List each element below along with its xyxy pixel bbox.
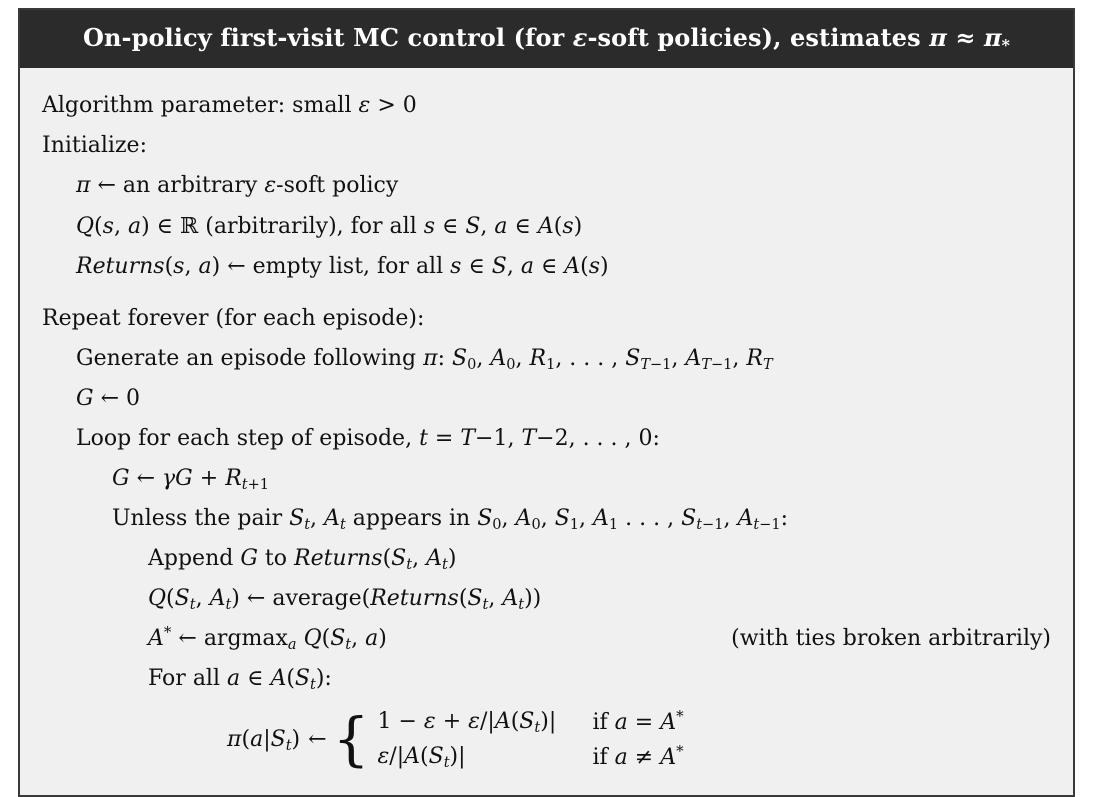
s-symbol: S <box>467 585 483 611</box>
g-symbol: G <box>175 465 193 491</box>
a-symbol: a <box>520 253 534 279</box>
soft-policy-text: -soft policy <box>276 173 399 199</box>
star-symbol: * <box>676 706 684 725</box>
bar-symbol: | <box>263 726 271 752</box>
s-symbol: s <box>562 213 574 239</box>
epsilon-symbol: ε <box>264 173 277 199</box>
a-symbol: A <box>660 709 677 735</box>
a-symbol: a <box>250 726 264 752</box>
s-symbol: S <box>289 505 305 531</box>
cases-brace: { <box>332 704 370 773</box>
epsilon-symbol: ε <box>423 708 436 734</box>
epsilon-symbol: ε <box>358 93 371 119</box>
q-symbol: Q <box>148 585 167 611</box>
param-relation: > 0 <box>377 93 417 119</box>
line-initialize <box>42 126 1051 166</box>
a-symbol: a <box>494 213 508 239</box>
assign-arrow: ← <box>227 253 246 279</box>
in-symbol: ∈ <box>468 253 485 279</box>
line-q-average: $Q(S_t$, $A_t$) ← $average(Returns(S_t$, $A_t$)) <box>148 585 542 613</box>
a-symbol: A <box>209 585 226 611</box>
line-policy-update <box>42 705 1051 775</box>
bar-symbol: | <box>548 708 557 734</box>
s-symbol: s <box>450 253 462 279</box>
argmax-label: argmax <box>203 625 288 651</box>
t-symbol: t <box>419 425 428 451</box>
r-symbol: R <box>746 345 763 371</box>
line-greedy-action: A* ← argmax$_a$ $Q(S_t$, a) (with ties broken arbitrarily) <box>42 619 1051 659</box>
assign-arrow: ← <box>97 173 116 199</box>
T-symbol: T <box>521 425 537 451</box>
case-nongreedy <box>377 740 683 775</box>
s-symbol: S <box>330 625 346 651</box>
action-set-symbol: A <box>537 213 554 239</box>
q-symbol: Q <box>303 625 322 651</box>
case-nongreedy-condition <box>592 740 683 775</box>
pi-symbol: π <box>76 173 91 199</box>
s-symbol: s <box>423 213 436 239</box>
in-symbol: ∈ <box>514 213 531 239</box>
q-symbol: Q <box>76 213 95 239</box>
a-symbol: A <box>515 505 532 531</box>
if-label: if <box>592 709 608 735</box>
a-symbol: A <box>324 505 340 531</box>
returns-symbol: Returns <box>370 585 459 611</box>
s-symbol: S <box>554 505 570 531</box>
s-symbol: S <box>391 545 407 571</box>
state-set-symbol: S <box>491 253 507 279</box>
a-symbol: a <box>614 744 628 770</box>
arbitrarily-forall-text: (arbitrarily), for all <box>205 213 417 239</box>
a-symbol: A <box>148 625 164 651</box>
state-set-symbol: S <box>465 213 481 239</box>
empty-list-text: empty list, for all <box>252 253 444 279</box>
a-symbol: a <box>127 213 142 239</box>
assign-arrow: ← <box>308 726 327 752</box>
T-symbol: T <box>460 425 476 451</box>
s-symbol: S <box>625 345 641 371</box>
r-symbol: R <box>225 465 242 491</box>
a-symbol: A <box>660 744 677 770</box>
bar-symbol: | <box>458 743 466 769</box>
a-symbol: a <box>227 665 241 691</box>
a-symbol: a <box>365 625 379 651</box>
action-set-symbol: A <box>404 743 421 769</box>
pi-symbol: π <box>423 345 438 371</box>
s-symbol: s <box>102 213 114 239</box>
title-epsilon: ε <box>572 23 588 52</box>
unless-pair-text: Unless the pair <box>112 505 283 531</box>
g-symbol: G <box>240 545 258 571</box>
param-label: Algorithm parameter: small <box>42 93 352 119</box>
loop-step-label: Loop for each step of episode, <box>76 425 413 451</box>
line-init-returns: Returns(s, a) ← empty list, for all s ∈ S, a ∈ A(s) <box>76 253 609 279</box>
a-symbol: a <box>614 709 628 735</box>
line-g-update: G ← $\gamma G + R_{t+1}$ <box>112 465 270 493</box>
plus-label: + <box>442 708 462 734</box>
line-repeat-forever <box>42 299 1051 339</box>
s-symbol: S <box>477 505 493 531</box>
epsilon-symbol: ε <box>468 708 480 734</box>
action-set-symbol: A <box>494 708 511 734</box>
equals-label: = <box>634 709 654 735</box>
s-symbol: S <box>519 708 535 734</box>
assign-arrow: ← <box>246 585 266 611</box>
returns-symbol: Returns <box>76 253 165 279</box>
append-label: Append <box>148 545 234 571</box>
star-symbol: * <box>163 623 172 642</box>
average-label: average <box>272 585 362 611</box>
a-symbol: A <box>426 545 442 571</box>
cases-column <box>377 705 683 775</box>
assign-arrow: ← <box>136 465 156 491</box>
in-symbol: ∈ <box>247 665 264 691</box>
repeat-forever-label: Repeat forever (for each episode): <box>42 305 425 331</box>
not-equals-label: ≠ <box>634 744 654 770</box>
algorithm-title <box>20 10 1073 68</box>
if-label: if <box>592 744 608 770</box>
g-init-value: 0 <box>126 385 141 411</box>
in-symbol: ∈ <box>540 253 558 279</box>
in-symbol: ∈ <box>442 213 459 239</box>
line-generate-episode: Generate an episode following π: $S_0$, $A_0$, $R_1$, . . . , $S_{T-1}$, $A_{T-1}$, $R_T$ <box>76 345 773 373</box>
epsilon-symbol: ε <box>377 743 390 769</box>
s-symbol: s <box>173 253 185 279</box>
s-symbol: S <box>428 743 444 769</box>
g-symbol: G <box>76 385 94 411</box>
algorithm-box <box>18 8 1075 797</box>
a-symbol: A <box>685 345 702 371</box>
assign-arrow: ← <box>100 385 120 411</box>
line-g-init <box>42 379 1051 419</box>
initialize-label: Initialize: <box>42 133 147 159</box>
one-minus-label: 1 − <box>377 708 417 734</box>
line-for-all-actions: For all a ∈ $A(S_t)$: <box>148 665 332 693</box>
arbitrary-policy-text: an arbitrary <box>122 173 258 199</box>
a-symbol: A <box>593 505 609 531</box>
a-symbol: a <box>198 253 212 279</box>
a-symbol: A <box>502 585 519 611</box>
reals-symbol: ℝ <box>179 213 199 239</box>
a-symbol: A <box>737 505 754 531</box>
line-loop-step: Loop for each step of episode, t = T−1, T−2, . . . , 0: <box>76 425 660 451</box>
case-greedy <box>377 705 683 740</box>
title-text-a: On-policy first-visit MC control (for <box>82 23 573 52</box>
action-set-symbol: A <box>270 665 287 691</box>
gamma-symbol: γ <box>162 465 176 491</box>
line-init-q: Q(s, a) ∈ ℝ (arbitrarily), for all s ∈ S, a ∈ A(s) <box>76 213 583 239</box>
bar-symbol: | <box>487 708 495 734</box>
in-symbol: ∈ <box>156 213 173 239</box>
line-append-return: Append G to $Returns(S_t$, $A_t$) <box>148 545 457 573</box>
title-text-b: -soft policies), estimates <box>587 23 930 52</box>
s-symbol: s <box>588 253 601 279</box>
title-pi: π <box>929 23 947 52</box>
action-set-symbol: A <box>564 253 581 279</box>
r-symbol: R <box>529 345 547 371</box>
assign-arrow: ← <box>178 625 197 651</box>
append-to-label: to <box>264 545 287 571</box>
policy-lhs: $\pi(a|S_t)$ <box>227 726 301 754</box>
line-init-policy <box>42 166 1051 206</box>
title-approx: ≈ <box>946 23 984 52</box>
star-symbol: * <box>676 741 684 760</box>
s-symbol: S <box>174 585 190 611</box>
case-greedy-condition <box>592 705 683 740</box>
algorithm-body <box>20 68 1073 794</box>
pi-symbol: π <box>227 726 242 752</box>
title-pi-star: π <box>983 23 1002 52</box>
bar-symbol: | <box>396 743 405 769</box>
s-symbol: S <box>681 505 697 531</box>
case-greedy-expression: $1 - \varepsilon + \varepsilon/|A(S_t)|$ <box>377 708 557 736</box>
returns-symbol: Returns <box>294 545 383 571</box>
a-symbol: A <box>490 345 507 371</box>
appears-in-text: appears in <box>352 505 471 531</box>
case-nongreedy-expression: $\varepsilon/|A(S_t)|$ <box>377 743 466 771</box>
generate-episode-text: Generate an episode following <box>76 345 417 371</box>
g-symbol: G <box>112 465 130 491</box>
for-all-label: For all <box>148 665 221 691</box>
ties-broken-note: (with ties broken arbitrarily) <box>731 625 1051 651</box>
s-symbol: S <box>270 726 286 752</box>
s-symbol: S <box>452 345 468 371</box>
line-algorithm-parameter <box>42 86 1051 126</box>
title-star-subscript: * <box>1001 35 1011 55</box>
line-unless-pair: Unless the pair $S_t$, $A_t$ appears in $S_0$, $A_0$, $S_1$, $A_1$ . . . , $S_{t-1}$, $A_{t-1}$: <box>112 505 788 533</box>
s-symbol: S <box>294 665 310 691</box>
